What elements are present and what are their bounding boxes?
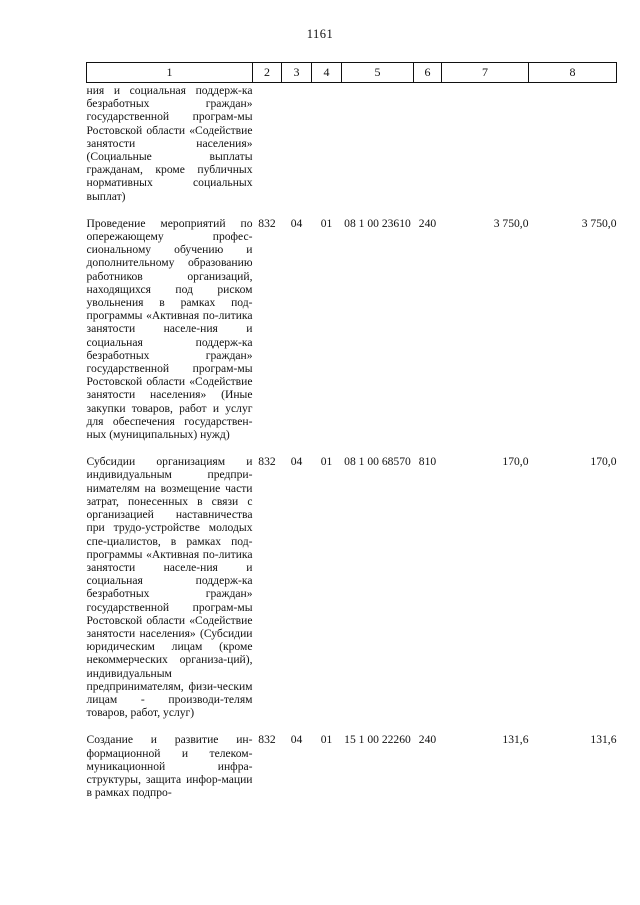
amount-year-1 bbox=[442, 83, 529, 217]
expense-type-code: 240 bbox=[418, 733, 437, 747]
column-header: 4 bbox=[312, 63, 342, 83]
subsection-code: 01 bbox=[320, 455, 333, 469]
table-row bbox=[87, 733, 617, 799]
ministry-code bbox=[253, 83, 282, 217]
expense-type-code bbox=[414, 83, 442, 217]
table-row bbox=[87, 455, 617, 733]
expense-type-code: 240 bbox=[418, 216, 437, 230]
column-header-row bbox=[87, 63, 617, 83]
section-code: 04 bbox=[290, 455, 303, 469]
row-description: Создание и развитие ин-формационной и телеком-муникационной инфра-структуры, защита инфор-мации в рамках подпро- bbox=[86, 733, 253, 800]
amount-year-2: 3 750,0 bbox=[581, 216, 617, 230]
expense-type-code: 810 bbox=[418, 455, 437, 469]
amount-year-1: 170,0 bbox=[502, 455, 529, 469]
column-header: 5 bbox=[342, 63, 414, 83]
ministry-code: 832 bbox=[258, 733, 276, 747]
target-article-code: 15 1 00 22260 bbox=[344, 733, 411, 747]
section-code bbox=[282, 83, 312, 217]
table-row bbox=[87, 83, 617, 217]
section-code: 04 bbox=[290, 733, 303, 747]
amount-year-1: 3 750,0 bbox=[493, 216, 529, 230]
row-description: Проведение мероприятий по опережающему профес-сиональному обучению и дополнительному образованию работников организаций, находящихся под риском увольнения в рамках под-программы «Активная по-литика занятости населе-ния и социальная поддерж-ка безработных граждан» государственной програм-мы Ростовской области «Содействие занятости населения» (Иные закупки товаров, работ и услуг для обеспечения государствен-ных (муниципальных) нужд) bbox=[86, 216, 253, 442]
ministry-code: 832 bbox=[258, 455, 276, 469]
column-header: 2 bbox=[253, 63, 282, 83]
section-code: 04 bbox=[290, 216, 303, 230]
ministry-code: 832 bbox=[258, 216, 276, 230]
column-header: 6 bbox=[414, 63, 442, 83]
amount-year-2: 170,0 bbox=[590, 455, 617, 469]
table-row bbox=[87, 217, 617, 455]
page-number: 1161 bbox=[306, 27, 334, 41]
column-header: 7 bbox=[442, 63, 529, 83]
amount-year-2 bbox=[529, 83, 617, 217]
subsection-code bbox=[312, 83, 342, 217]
amount-year-2: 131,6 bbox=[590, 733, 617, 747]
budget-table bbox=[86, 62, 617, 799]
amount-year-1: 131,6 bbox=[502, 733, 529, 747]
target-article-code: 08 1 00 23610 bbox=[344, 216, 411, 230]
subsection-code: 01 bbox=[320, 216, 333, 230]
row-description: ния и социальная поддерж-ка безработных граждан» государственной програм-мы Ростовской области «Содействие занятости населения» (Социальные выплаты гражданам, кроме публичных нормативных социальных выплат) bbox=[86, 84, 253, 203]
target-article-code: 08 1 00 68570 bbox=[344, 455, 411, 469]
subsection-code: 01 bbox=[320, 733, 333, 747]
column-header: 8 bbox=[529, 63, 617, 83]
column-header: 3 bbox=[282, 63, 312, 83]
row-description: Субсидии организациям и индивидуальным предпри-нимателям на возмещение части затрат, понесенных в связи с организацией наставничества при трудо-устройстве молодых спе-циалистов, в рамках под-программы «Активная по-литика занятости населе-ния и социальная поддерж-ка безработных граждан» государственной програм-мы Ростовской области «Содействие занятости населения» (Субсидии юридическим лицам (кроме некоммерческих организа-ций), индивидуальным предпринимателям, физи-ческим лицам - производи-телям товаров, работ, услуг) bbox=[86, 455, 253, 720]
target-article-code bbox=[342, 83, 414, 217]
column-header: 1 bbox=[87, 63, 253, 83]
